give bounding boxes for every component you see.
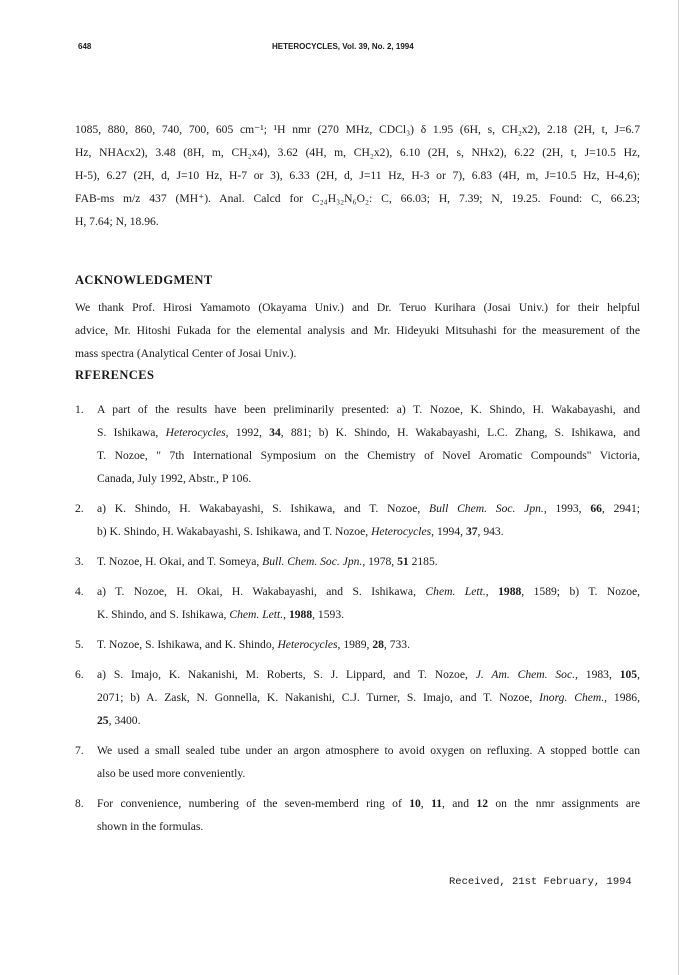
- reference-line: S. Ishikawa, Heterocycles, 1992, 34, 881; b) K. Shindo, H. Wakabayashi, L.C. Zhang, S. Ishikawa, and: [97, 426, 640, 439]
- journal-name: Inorg. Chem.: [539, 691, 605, 704]
- acknowledgment-paragraph: [75, 296, 640, 365]
- reference-number: 1.: [75, 403, 84, 416]
- reference-line: shown in the formulas.: [97, 820, 204, 833]
- received-date: Received, 21st February, 1994: [449, 876, 632, 888]
- text-line: FAB-ms m/z 437 (MH⁺). Anal. Calcd for C₂₄H₃₂N₆O₂: C, 66.03; H, 7.39; N, 19.25. Found: C, 66.23;: [75, 192, 640, 205]
- volume-number: 28: [372, 638, 384, 651]
- text-line: 1085, 880, 860, 740, 700, 605 cm⁻¹; ¹H nmr (270 MHz, CDCl₃) δ 1.95 (6H, s, CH₂x2), 2.18 (2H, t, J=6.7: [75, 123, 640, 136]
- reference-line: K. Shindo, and S. Ishikawa, Chem. Lett., 1988, 1593.: [97, 608, 345, 621]
- reference-item: [75, 739, 640, 785]
- journal-name: Chem. Lett.: [229, 608, 284, 621]
- reference-number: 7.: [75, 744, 84, 757]
- reference-line: a) K. Shindo, H. Wakabayashi, S. Ishikawa, and T. Nozoe, Bull Chem. Soc. Jpn., 1993, 66, 2941;: [97, 502, 640, 515]
- compound-number: 10: [409, 797, 421, 810]
- text-line: We thank Prof. Hirosi Yamamoto (Okayama Univ.) and Dr. Teruo Kurihara (Josai Univ.) for their helpful: [75, 301, 640, 314]
- reference-line: a) S. Imajo, K. Nakanishi, M. Roberts, S. J. Lippard, and T. Nozoe, J. Am. Chem. Soc., 1983, 105,: [97, 668, 640, 681]
- volume-number: 66: [590, 502, 602, 515]
- reference-item: [75, 633, 640, 656]
- reference-line: 25, 3400.: [97, 714, 141, 727]
- references-heading: RFERENCES: [75, 368, 155, 382]
- reference-number: 8.: [75, 797, 84, 810]
- volume-number: 51: [397, 555, 409, 568]
- text-line: H-5), 6.27 (2H, d, J=10 Hz, H-7 or 3), 6.33 (2H, d, J=11 Hz, H-3 or 7), 6.83 (4H, m, J=10.5 Hz, H-4,6);: [75, 169, 640, 182]
- running-header: [0, 42, 683, 56]
- journal-name: Bull Chem. Soc. Jpn.: [429, 502, 544, 515]
- reference-line: a) T. Nozoe, H. Okai, H. Wakabayashi, and S. Ishikawa, Chem. Lett., 1988, 1589; b) T. Nozoe,: [97, 585, 641, 598]
- journal-name: J. Am. Chem. Soc.: [475, 668, 576, 681]
- journal-name: Heterocycles: [371, 525, 432, 538]
- reference-line: Canada, July 1992, Abstr., P 106.: [97, 472, 252, 485]
- journal-name: Bull. Chem. Soc. Jpn.: [262, 555, 363, 568]
- reference-line: We used a small sealed tube under an argon atmosphere to avoid oxygen on refluxing. A stopped bottle can: [97, 744, 640, 757]
- page-number: 648: [78, 42, 92, 51]
- text-line: mass spectra (Analytical Center of Josai Univ.).: [75, 347, 297, 360]
- journal-title: HETEROCYCLES, Vol. 39, No. 2, 1994: [272, 42, 414, 51]
- journal-name: Heterocycles: [165, 426, 226, 439]
- reference-number: 5.: [75, 638, 84, 651]
- acknowledgment-heading: ACKNOWLEDGMENT: [75, 273, 213, 287]
- text-line: advice, Mr. Hitoshi Fukada for the elemental analysis and Mr. Hideyuki Mitsuhashi for the measurement of the: [75, 324, 640, 337]
- reference-item: [75, 497, 640, 543]
- reference-line: T. Nozoe, H. Okai, and T. Someya, Bull. Chem. Soc. Jpn., 1978, 51 2185.: [97, 555, 438, 568]
- volume-number: 34: [269, 426, 281, 439]
- reference-item: [75, 792, 640, 838]
- compound-number: 12: [476, 797, 488, 810]
- reference-number: 3.: [75, 555, 84, 568]
- reference-item: [75, 663, 640, 732]
- reference-line: also be used more conveniently.: [97, 767, 246, 780]
- reference-item: [75, 398, 640, 490]
- compound-number: 11: [431, 797, 443, 810]
- volume-number: 25: [97, 714, 109, 727]
- reference-line: T. Nozoe, S. Ishikawa, and K. Shindo, Heterocycles, 1989, 28, 733.: [97, 638, 410, 651]
- volume-number: 1988: [498, 585, 522, 598]
- reference-number: 6.: [75, 668, 84, 681]
- volume-number: 37: [465, 525, 478, 538]
- reference-item: [75, 550, 640, 573]
- volume-number: 1988: [288, 608, 313, 621]
- text-line: H, 7.64; N, 18.96.: [75, 215, 159, 228]
- reference-line: A part of the results have been preliminarily presented: a) T. Nozoe, K. Shindo, H. Wakabayashi, and: [97, 403, 640, 416]
- reference-line: b) K. Shindo, H. Wakabayashi, S. Ishikawa, and T. Nozoe, Heterocycles, 1994, 37, 943.: [97, 525, 504, 538]
- text-line: Hz, NHAcx2), 3.48 (8H, m, CH₂x4), 3.62 (4H, m, CH₂x2), 6.10 (2H, s, NHx2), 6.22 (2H, t, J=10.5 Hz,: [75, 146, 640, 159]
- reference-number: 2.: [75, 502, 84, 515]
- reference-number: 4.: [75, 585, 84, 598]
- reference-line: T. Nozoe, " 7th International Symposium on the Chemistry of Novel Aromatic Compounds" Victoria,: [97, 449, 640, 462]
- experimental-paragraph: [75, 118, 640, 233]
- reference-line: For convenience, numbering of the seven-memberd ring of 10, 11, and 12 on the nmr assignments are: [97, 797, 641, 810]
- reference-item: [75, 580, 640, 626]
- references-list: [75, 398, 640, 845]
- journal-name: Chem. Lett.: [425, 585, 486, 598]
- reference-line: 2071; b) A. Zask, N. Gonnella, K. Nakanishi, C.J. Turner, S. Imajo, and T. Nozoe, Inorg. Chem., 1986,: [97, 691, 641, 704]
- journal-name: Heterocycles: [277, 638, 338, 651]
- volume-number: 105: [619, 668, 638, 681]
- page-edge-line: [678, 0, 679, 975]
